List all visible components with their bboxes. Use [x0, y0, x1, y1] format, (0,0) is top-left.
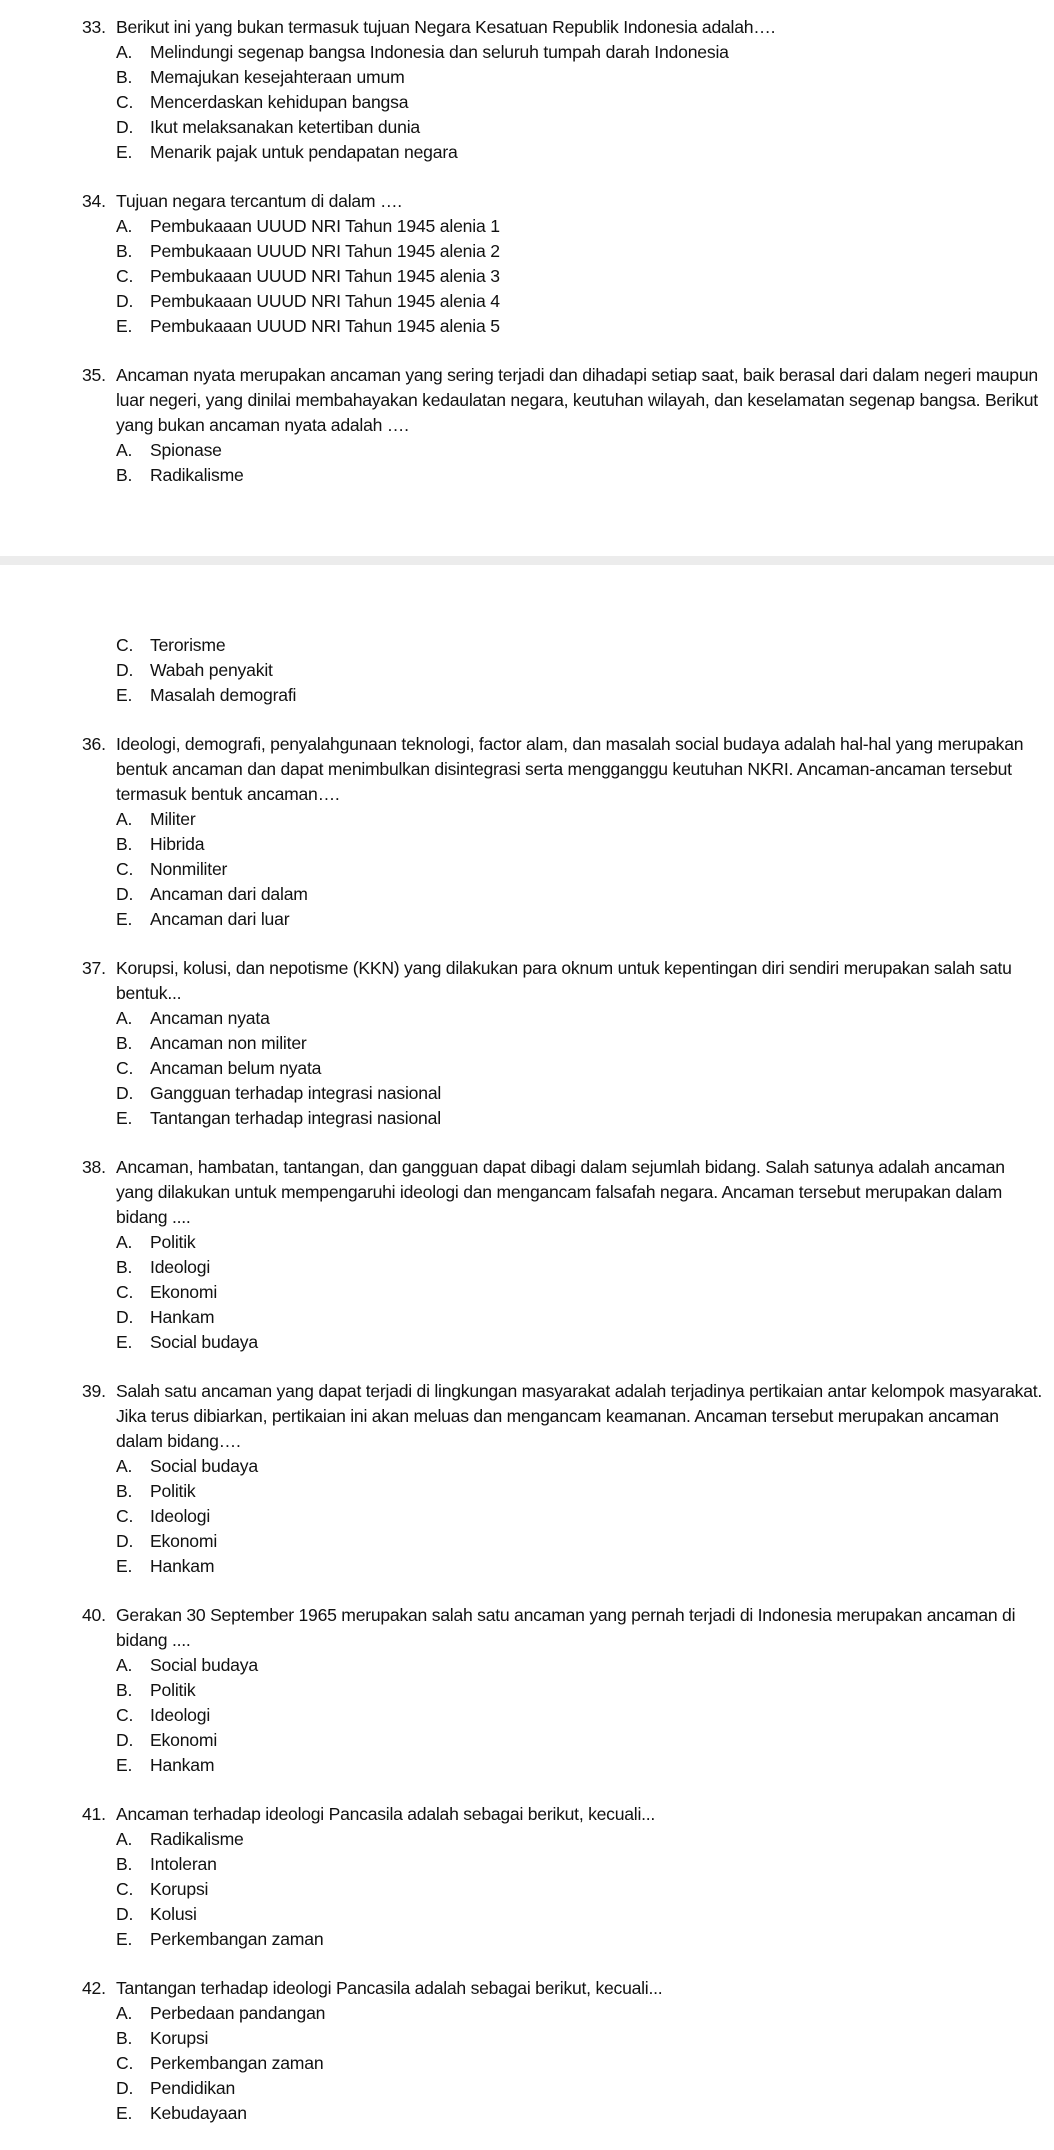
option-text: Politik	[150, 1481, 196, 1501]
question-36	[82, 732, 1044, 932]
option-text: Memajukan kesejahteraan umum	[150, 67, 405, 87]
option-letter: D.	[116, 2078, 134, 2098]
option-d	[82, 1081, 1044, 1106]
option-text: Masalah demografi	[150, 685, 297, 705]
option-e	[82, 140, 1044, 165]
option-letter: B.	[116, 1257, 133, 1277]
option-text: Politik	[150, 1680, 196, 1700]
option-c	[82, 264, 1044, 289]
option-text: Pembukaaan UUUD NRI Tahun 1945 alenia 5	[150, 316, 500, 336]
option-e	[82, 1554, 1044, 1579]
option-letter: A.	[116, 42, 133, 62]
option-text: Hankam	[150, 1307, 215, 1327]
option-letter: B.	[116, 834, 133, 854]
option-d	[82, 882, 1044, 907]
option-d	[82, 115, 1044, 140]
option-letter: A.	[116, 809, 133, 829]
option-a	[82, 807, 1044, 832]
question-number: 33.	[82, 17, 106, 37]
option-text: Gangguan terhadap integrasi nasional	[150, 1083, 442, 1103]
option-text: Korupsi	[150, 1879, 209, 1899]
option-letter: B.	[116, 1680, 133, 1700]
option-e	[82, 314, 1044, 339]
option-letter: E.	[116, 909, 133, 929]
option-text: Ekonomi	[150, 1282, 218, 1302]
option-text: Pembukaaan UUUD NRI Tahun 1945 alenia 1	[150, 216, 500, 236]
question-text: Gerakan 30 September 1965 merupakan salah satu ancaman yang pernah terjadi di Indonesia merupakan ancaman di bidang ....	[116, 1605, 1016, 1650]
option-a	[82, 1454, 1044, 1479]
question-number: 39.	[82, 1381, 106, 1401]
option-d	[82, 1728, 1044, 1753]
option-text: Social budaya	[150, 1332, 258, 1352]
option-a	[82, 1653, 1044, 1678]
option-e	[82, 1753, 1044, 1778]
option-letter: A.	[116, 1829, 133, 1849]
option-text: Social budaya	[150, 1456, 258, 1476]
option-letter: D.	[116, 291, 134, 311]
option-e	[82, 2101, 1044, 2126]
option-c	[82, 1703, 1044, 1728]
question-text: Salah satu ancaman yang dapat terjadi di lingkungan masyarakat adalah terjadinya pertikaian antar kelompok masyarakat. Jika terus dibiarkan, pertikaian ini akan meluas dan mengancam keamanan. Ancaman tersebut merupakan ancaman dalam bidang….	[116, 1381, 1043, 1451]
option-letter: D.	[116, 1083, 134, 1103]
option-e	[82, 907, 1044, 932]
option-text: Hankam	[150, 1755, 215, 1775]
option-text: Pembukaaan UUUD NRI Tahun 1945 alenia 4	[150, 291, 500, 311]
question-number: 36.	[82, 734, 106, 754]
question-41	[82, 1802, 1044, 1952]
option-letter: B.	[116, 2028, 133, 2048]
option-e	[82, 1106, 1044, 1131]
option-c	[82, 1504, 1044, 1529]
option-text: Ideologi	[150, 1705, 211, 1725]
option-letter: B.	[116, 465, 133, 485]
option-d	[82, 1902, 1044, 1927]
option-b	[82, 2026, 1044, 2051]
option-text: Perbedaan pandangan	[150, 2003, 326, 2023]
option-c	[82, 1280, 1044, 1305]
option-letter: C.	[116, 2053, 134, 2073]
option-letter: C.	[116, 1506, 134, 1526]
option-c	[82, 90, 1044, 115]
option-text: Pendidikan	[150, 2078, 236, 2098]
option-text: Social budaya	[150, 1655, 258, 1675]
option-b	[82, 1031, 1044, 1056]
option-letter: E.	[116, 1108, 133, 1128]
option-letter: C.	[116, 1058, 134, 1078]
option-text: Nonmiliter	[150, 859, 228, 879]
option-letter: B.	[116, 67, 133, 87]
option-letter: B.	[116, 241, 133, 261]
option-letter: A.	[116, 440, 133, 460]
question-text: Korupsi, kolusi, dan nepotisme (KKN) yang dilakukan para oknum untuk kepentingan diri sendiri merupakan salah satu bentuk...	[116, 958, 1012, 1003]
option-text: Korupsi	[150, 2028, 209, 2048]
option-letter: D.	[116, 1904, 134, 1924]
option-text: Hibrida	[150, 834, 205, 854]
option-b	[82, 1479, 1044, 1504]
option-b	[82, 1255, 1044, 1280]
option-letter: A.	[116, 2003, 133, 2023]
option-text: Kolusi	[150, 1904, 197, 1924]
option-a	[82, 438, 1044, 463]
option-b	[82, 1852, 1044, 1877]
option-text: Ancaman belum nyata	[150, 1058, 322, 1078]
option-text: Hankam	[150, 1556, 215, 1576]
option-text: Perkembangan zaman	[150, 1929, 324, 1949]
option-letter: A.	[116, 1456, 133, 1476]
option-letter: C.	[116, 266, 134, 286]
option-a	[82, 1827, 1044, 1852]
option-a	[82, 40, 1044, 65]
option-a	[82, 214, 1044, 239]
question-number: 41.	[82, 1804, 106, 1824]
option-letter: A.	[116, 1232, 133, 1252]
option-letter: C.	[116, 1705, 134, 1725]
option-text: Ancaman dari dalam	[150, 884, 308, 904]
option-letter: C.	[116, 635, 134, 655]
option-text: Ancaman nyata	[150, 1008, 270, 1028]
option-text: Politik	[150, 1232, 196, 1252]
option-text: Perkembangan zaman	[150, 2053, 324, 2073]
option-c	[82, 2051, 1044, 2076]
option-b	[82, 65, 1044, 90]
option-letter: D.	[116, 1307, 134, 1327]
option-letter: C.	[116, 1282, 134, 1302]
option-a	[82, 1006, 1044, 1031]
option-text: Spionase	[150, 440, 222, 460]
option-d	[82, 1529, 1044, 1554]
option-text: Radikalisme	[150, 1829, 244, 1849]
question-35	[82, 363, 1044, 488]
option-c	[82, 857, 1044, 882]
option-c	[82, 633, 1044, 658]
option-d	[82, 2076, 1044, 2101]
option-text: Ekonomi	[150, 1730, 218, 1750]
page-bottom	[0, 633, 1054, 2150]
option-letter: D.	[116, 1730, 134, 1750]
option-text: Ekonomi	[150, 1531, 218, 1551]
question-35-continued	[82, 633, 1044, 708]
question-38	[82, 1155, 1044, 1355]
option-letter: E.	[116, 685, 133, 705]
question-text: Ancaman terhadap ideologi Pancasila adalah sebagai berikut, kecuali...	[116, 1804, 656, 1824]
option-letter: E.	[116, 1556, 133, 1576]
question-text: Ancaman, hambatan, tantangan, dan gangguan dapat dibagi dalam sejumlah bidang. Salah satunya adalah ancaman yang dilakukan untuk mempengaruhi ideologi dan mengancam falsafah negara. Ancaman tersebut merupakan dalam bidang ....	[116, 1157, 1005, 1227]
option-letter: E.	[116, 1929, 133, 1949]
page-top	[0, 15, 1054, 512]
option-text: Melindungi segenap bangsa Indonesia dan seluruh tumpah darah Indonesia	[150, 42, 729, 62]
option-text: Pembukaaan UUUD NRI Tahun 1945 alenia 2	[150, 241, 500, 261]
option-text: Terorisme	[150, 635, 226, 655]
option-b	[82, 463, 1044, 488]
option-letter: D.	[116, 117, 134, 137]
option-text: Kebudayaan	[150, 2103, 247, 2123]
option-e	[82, 1927, 1044, 1952]
option-letter: B.	[116, 1854, 133, 1874]
option-text: Pembukaaan UUUD NRI Tahun 1945 alenia 3	[150, 266, 500, 286]
option-letter: E.	[116, 1332, 133, 1352]
question-37	[82, 956, 1044, 1131]
question-42	[82, 1976, 1044, 2126]
question-39	[82, 1379, 1044, 1579]
question-34	[82, 189, 1044, 339]
option-letter: E.	[116, 316, 133, 336]
option-letter: A.	[116, 1008, 133, 1028]
option-text: Wabah penyakit	[150, 660, 273, 680]
option-text: Intoleran	[150, 1854, 217, 1874]
option-text: Militer	[150, 809, 196, 829]
option-letter: B.	[116, 1033, 133, 1053]
option-letter: E.	[116, 2103, 133, 2123]
option-text: Mencerdaskan kehidupan bangsa	[150, 92, 409, 112]
option-letter: A.	[116, 1655, 133, 1675]
question-number: 38.	[82, 1157, 106, 1177]
question-text: Ancaman nyata merupakan ancaman yang sering terjadi dan dihadapi setiap saat, baik berasal dari dalam negeri maupun luar negeri, yang dinilai membahayakan kedaulatan negara, keutuhan wilayah, dan keselamatan segenap bangsa. Berikut yang bukan ancaman nyata adalah ….	[116, 365, 1038, 435]
option-letter: B.	[116, 1481, 133, 1501]
option-letter: C.	[116, 92, 134, 112]
option-text: Radikalisme	[150, 465, 244, 485]
question-text: Tujuan negara tercantum di dalam ….	[116, 191, 402, 211]
option-letter: E.	[116, 1755, 133, 1775]
option-a	[82, 2001, 1044, 2026]
question-number: 40.	[82, 1605, 106, 1625]
question-number: 42.	[82, 1978, 106, 1998]
option-c	[82, 1877, 1044, 1902]
page-separator	[0, 556, 1054, 565]
option-d	[82, 1305, 1044, 1330]
option-letter: D.	[116, 884, 134, 904]
option-c	[82, 1056, 1044, 1081]
option-b	[82, 1678, 1044, 1703]
question-40	[82, 1603, 1044, 1778]
option-text: Tantangan terhadap integrasi nasional	[150, 1108, 441, 1128]
option-text: Ideologi	[150, 1257, 211, 1277]
question-33	[82, 15, 1044, 165]
option-e	[82, 683, 1044, 708]
option-text: Ikut melaksanakan ketertiban dunia	[150, 117, 420, 137]
option-text: Ideologi	[150, 1506, 211, 1526]
option-text: Ancaman non militer	[150, 1033, 307, 1053]
option-letter: C.	[116, 1879, 134, 1899]
option-text: Menarik pajak untuk pendapatan negara	[150, 142, 458, 162]
option-letter: D.	[116, 1531, 134, 1551]
option-b	[82, 832, 1044, 857]
option-b	[82, 239, 1044, 264]
question-number: 37.	[82, 958, 106, 978]
option-letter: D.	[116, 660, 134, 680]
option-a	[82, 1230, 1044, 1255]
question-text: Berikut ini yang bukan termasuk tujuan Negara Kesatuan Republik Indonesia adalah….	[116, 17, 776, 37]
question-text: Ideologi, demografi, penyalahgunaan teknologi, factor alam, dan masalah social budaya adalah hal-hal yang merupakan bentuk ancaman dan dapat menimbulkan disintegrasi serta mengganggu keutuhan NKRI. Ancaman-ancaman tersebut termasuk bentuk ancaman….	[116, 734, 1024, 804]
option-letter: C.	[116, 859, 134, 879]
option-d	[82, 658, 1044, 683]
option-letter: A.	[116, 216, 133, 236]
option-d	[82, 289, 1044, 314]
question-number: 34.	[82, 191, 106, 211]
question-number: 35.	[82, 365, 106, 385]
option-e	[82, 1330, 1044, 1355]
option-letter: E.	[116, 142, 133, 162]
option-text: Ancaman dari luar	[150, 909, 290, 929]
question-text: Tantangan terhadap ideologi Pancasila adalah sebagai berikut, kecuali...	[116, 1978, 663, 1998]
